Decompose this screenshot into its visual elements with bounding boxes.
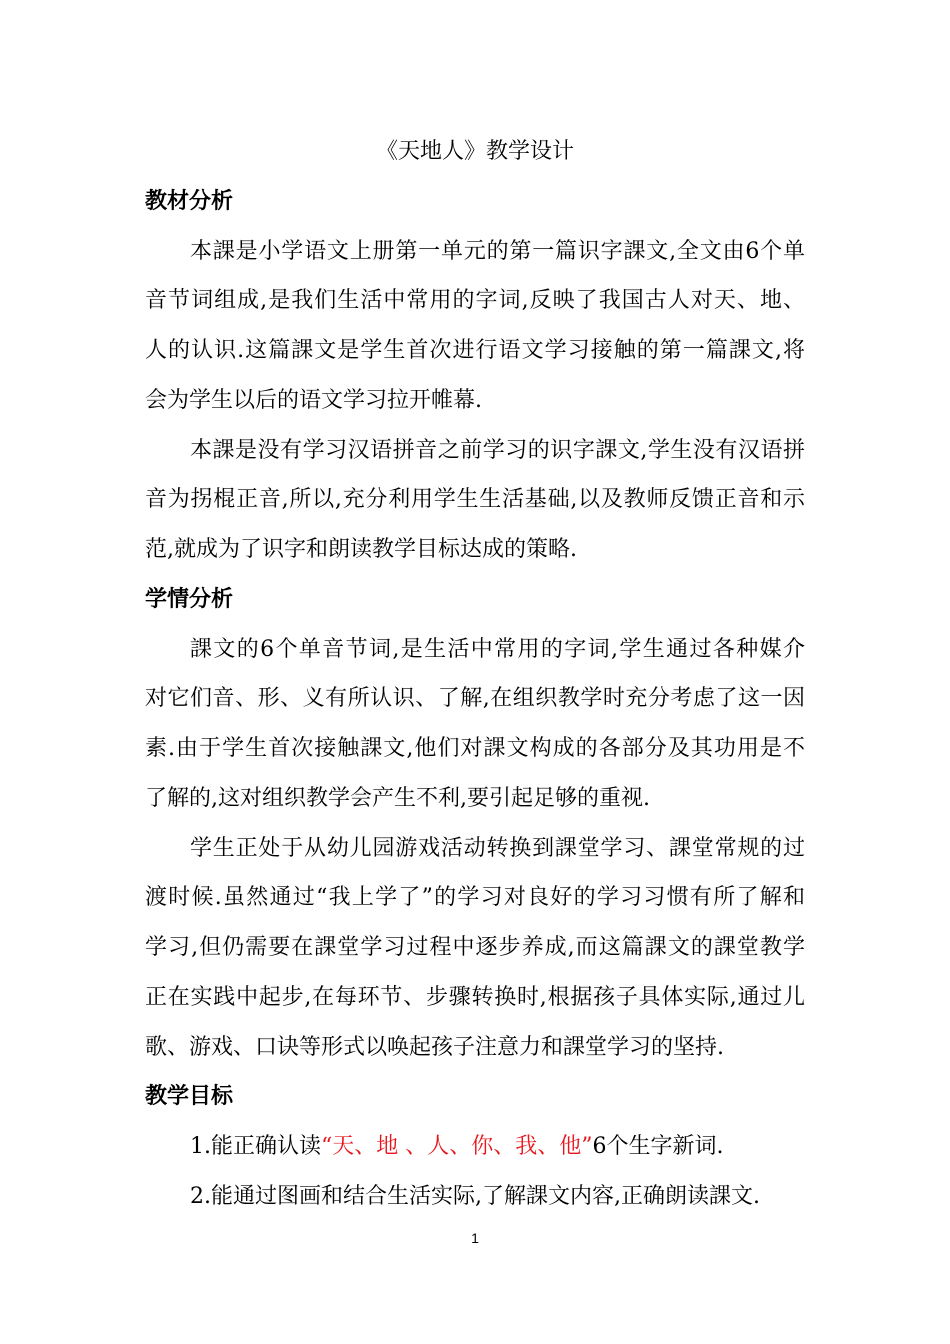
goal-item-text: 6个生字新词. [592, 1134, 724, 1159]
paragraph [145, 227, 805, 426]
goal-item-highlight: “天、地 、人、你、我、他” [321, 1134, 593, 1159]
paragraph-line: 素.由于学生首次接触課文,他们对課文构成的各部分及其功用是不 [145, 736, 805, 761]
paragraph-line: 了解的,这对组织教学会产生不利,要引起足够的重视. [145, 785, 650, 811]
paragraph-line: 范,就成为了识字和朗读教学目标达成的策略. [145, 537, 577, 562]
section-heading-textbook-analysis: 教材分析 [145, 188, 234, 214]
paragraph-line: 歌、游戏、口诀等形式以唤起孩子注意力和課堂学习的坚持. [145, 1034, 724, 1060]
section-heading-learner-analysis: 学情分析 [145, 586, 234, 612]
paragraph-line: 渡时候.虽然通过“我上学了”的学习对良好的学习习惯有所了解和 [145, 885, 805, 911]
paragraph-line: 学生正处于从幼儿园游戏活动转换到課堂学习、課堂常规的过 [190, 835, 805, 861]
paragraph-line: 对它们音、形、义有所认识、了解,在组织教学时充分考虑了这一因 [145, 686, 805, 712]
paragraph-line: 人的认识.这篇課文是学生首次进行语文学习接触的第一篇課文,将 [145, 338, 805, 363]
goal-item-1 [145, 1122, 805, 1172]
document-body [145, 127, 805, 1222]
document-title: 《天地人》教学设计 [375, 139, 574, 164]
paragraph-line: 会为学生以后的语文学习拉开帷幕. [145, 387, 482, 413]
paragraph [145, 824, 805, 1073]
paragraph-line: 音为拐棍正音,所以,充分利用学生生活基础,以及教师反馈正音和示 [145, 487, 805, 513]
goal-item-2: 2.能通过图画和结合生活实际,了解課文内容,正确朗读課文. [190, 1183, 760, 1209]
page-number: 1 [471, 1230, 479, 1246]
paragraph-line: 音节词组成,是我们生活中常用的字词,反映了我国古人对天、地、 [145, 288, 805, 314]
paragraph [145, 625, 805, 824]
paragraph-line: 本課是小学语文上册第一单元的第一篇识字課文,全文由6个单 [190, 238, 805, 264]
goal-item-text: 1.能正确认读 [190, 1134, 321, 1159]
paragraph-line: 課文的6个单音节词,是生活中常用的字词,学生通过各种媒介 [190, 636, 805, 662]
paragraph-line: 本課是没有学习汉语拼音之前学习的识字課文,学生没有汉语拼 [190, 437, 805, 463]
paragraph [145, 426, 805, 575]
section-heading-teaching-goals: 教学目标 [145, 1084, 234, 1110]
paragraph-line: 正在实践中起步,在每环节、步骤转换时,根据孩子具体实际,通过儿 [145, 984, 805, 1010]
paragraph-line: 学习,但仍需要在課堂学习过程中逐步养成,而这篇課文的課堂教学 [145, 935, 805, 960]
